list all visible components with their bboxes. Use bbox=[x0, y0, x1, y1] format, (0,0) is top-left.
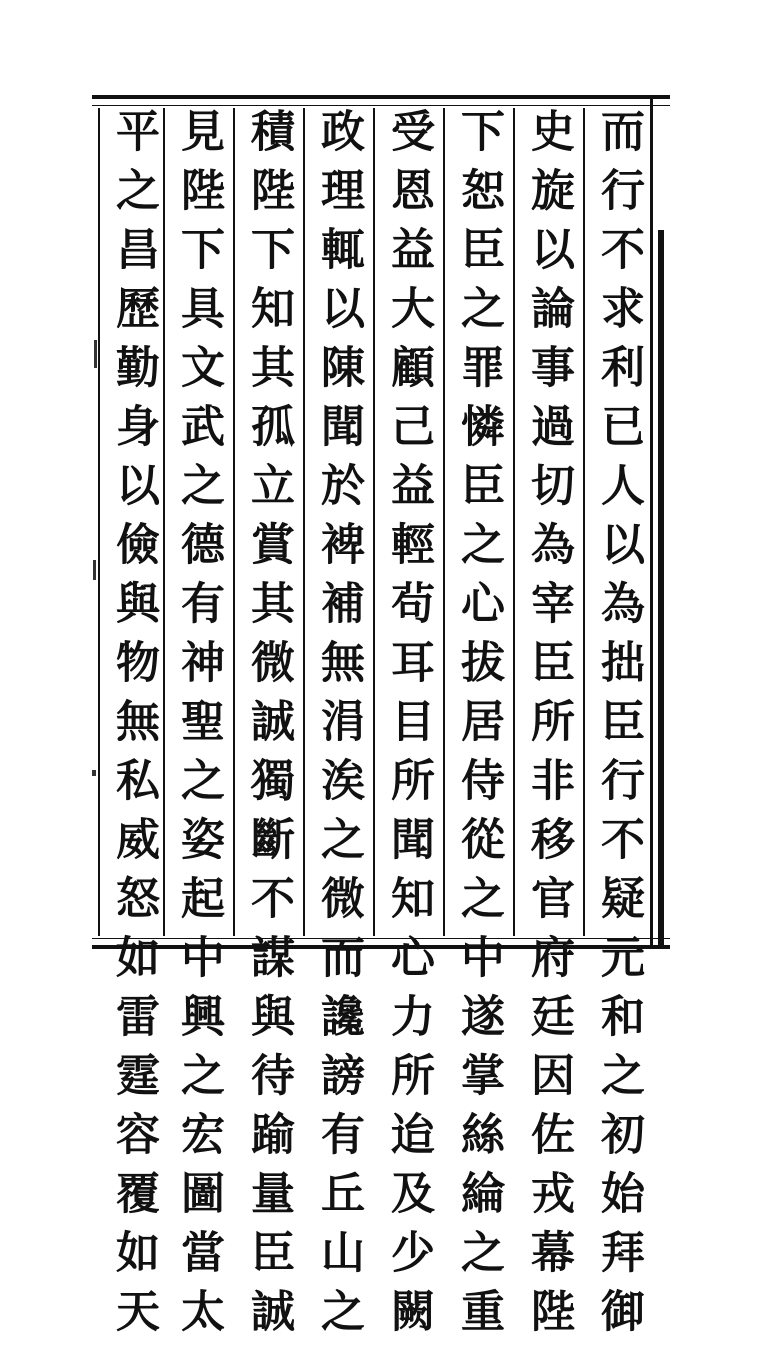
text-column-4 bbox=[375, 108, 441, 1347]
top-border-rule bbox=[92, 95, 670, 106]
text-column-7 bbox=[165, 108, 231, 1347]
column-text: 下恕臣之罪憐臣之心拔居侍從之中遂掌絲綸之重 bbox=[453, 108, 504, 1347]
column-text: 政理輒以陳聞於裨補無涓涘之微而讒謗有丘山之 bbox=[313, 108, 364, 1347]
column-text: 史旋以論事過切為宰臣所非移官府廷因佐戎幕陛 bbox=[523, 108, 574, 1347]
text-column-6 bbox=[235, 108, 301, 1347]
text-column-3 bbox=[445, 108, 511, 1347]
column-text: 見陛下具文武之德有神聖之姿起中興之宏圖當太 bbox=[173, 108, 224, 1347]
scan-speck bbox=[94, 340, 97, 368]
column-text: 而行不求利已人以為拙臣行不疑元和之初始拜御 bbox=[593, 108, 644, 1347]
column-text: 受恩益大顧己益輕茍耳目所聞知心力所迨及少闕 bbox=[383, 108, 434, 1347]
scan-speck bbox=[92, 770, 96, 776]
text-column-1 bbox=[585, 108, 651, 1347]
text-column-8 bbox=[100, 108, 166, 1347]
right-outer-border-rule bbox=[658, 230, 664, 945]
scan-speck bbox=[93, 560, 96, 580]
text-column-5 bbox=[305, 108, 371, 1347]
column-text: 積陛下知其孤立賞其微誠獨斷不謀與待踰量臣誠 bbox=[243, 108, 294, 1347]
column-text: 平之昌歷勤身以儉與物無私威怒如雷霆容覆如天 bbox=[108, 108, 159, 1347]
text-column-2 bbox=[515, 108, 581, 1347]
